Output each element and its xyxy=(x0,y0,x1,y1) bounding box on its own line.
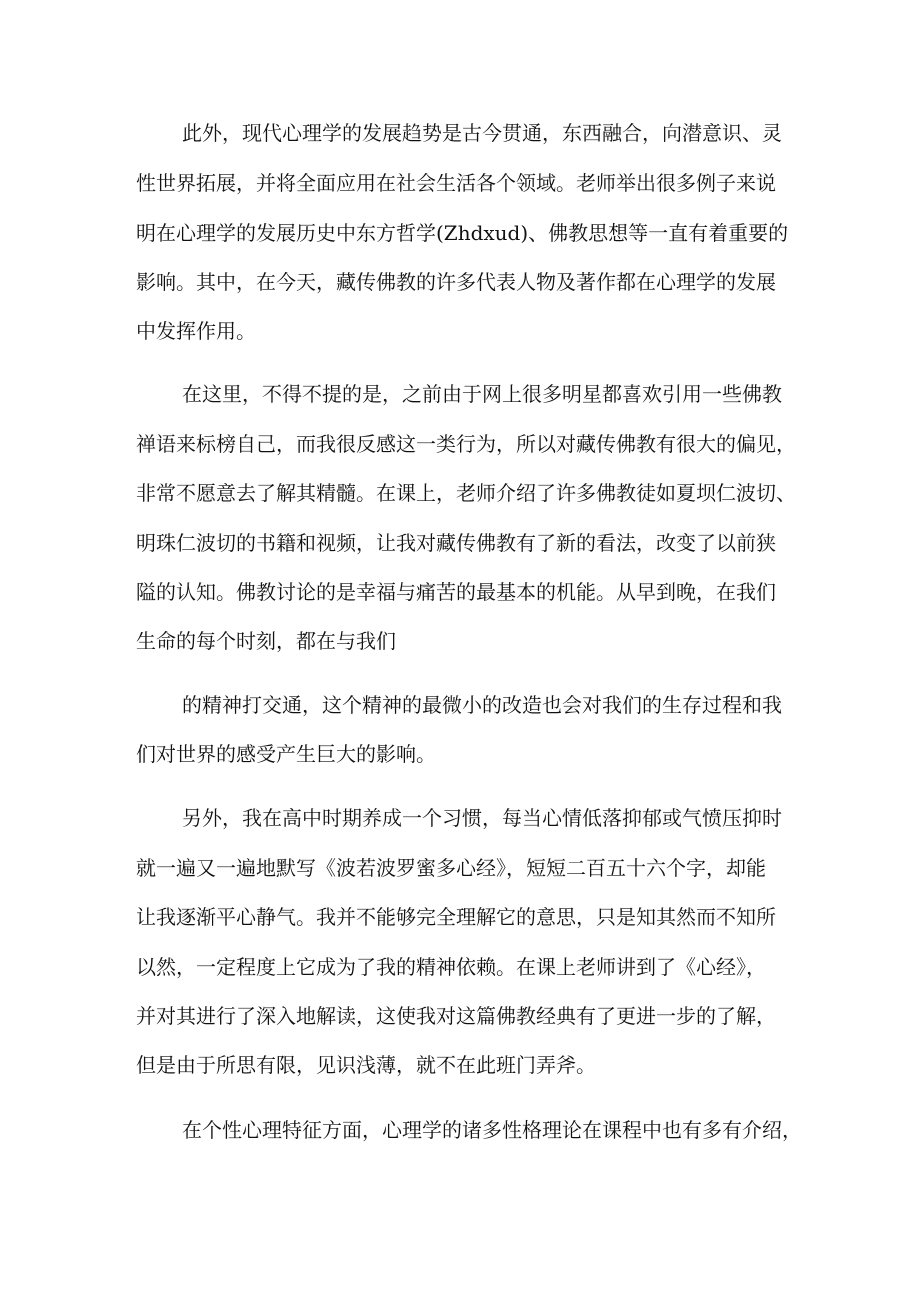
paragraph-5-line-1: 在个性心理特征方面，心理学的诸多性格理论在课程中也有多有介绍， xyxy=(182,1118,802,1142)
paragraph-2-line-1: 在这里，不得不提的是，之前由于网上很多明星都喜欢引用一些佛教 xyxy=(182,382,782,406)
paragraph-4-line-5: 并对其进行了深入地解读，这使我对这篇佛教经典有了更进一步的了解， xyxy=(136,1004,776,1028)
paragraph-1-line-1: 此外，现代心理学的发展趋势是古今贯通，东西融合，向潜意识、灵 xyxy=(182,121,782,145)
paragraph-1-line-5: 中发挥作用。 xyxy=(136,319,256,343)
paragraph-4-line-4: 以然，一定程度上它成为了我的精神依赖。在课上老师讲到了《心经》， xyxy=(136,955,766,979)
paragraph-2-line-3: 非常不愿意去了解其精髓。在课上，老师介绍了许多佛教徒如夏坝仁波切、 xyxy=(136,481,796,505)
paragraph-1-line-3: 明在心理学的发展历史中东方哲学(Zhdxud)、佛教思想等一直有着重要的 xyxy=(136,221,789,245)
paragraph-3-line-2: 们对世界的感受产生巨大的影响。 xyxy=(136,742,436,766)
paragraph-2-line-6: 生命的每个时刻，都在与我们 xyxy=(136,629,396,653)
paragraph-4-line-2: 就一遍又一遍地默写《波若波罗蜜多心经》，短短二百五十六个字，却能 xyxy=(136,856,766,880)
paragraph-4-line-6: 但是由于所思有限，见识浅薄，就不在此班门弄斧。 xyxy=(136,1053,596,1077)
paragraph-2-line-4: 明珠仁波切的书籍和视频，让我对藏传佛教有了新的看法，改变了以前狭 xyxy=(136,531,776,555)
paragraph-1-line-2: 性世界拓展，并将全面应用在社会生活各个领域。老师举出很多例子来说 xyxy=(136,171,776,195)
paragraph-3-line-1: 的精神打交通，这个精神的最微小的改造也会对我们的生存过程和我 xyxy=(182,693,782,717)
paragraph-4-line-1: 另外，我在高中时期养成一个习惯，每当心情低落抑郁或气愤压抑时 xyxy=(182,806,782,830)
paragraph-1-line-4: 影响。其中，在今天，藏传佛教的许多代表人物及著作都在心理学的发展 xyxy=(136,270,776,294)
paragraph-2-line-5: 隘的认知。佛教讨论的是幸福与痛苦的最基本的机能。从早到晚，在我们 xyxy=(136,580,776,604)
paragraph-2-line-2: 禅语来标榜自己，而我很反感这一类行为，所以对藏传佛教有很大的偏见， xyxy=(136,432,796,456)
paragraph-4-line-3: 让我逐渐平心静气。我并不能够完全理解它的意思，只是知其然而不知所 xyxy=(136,905,776,929)
